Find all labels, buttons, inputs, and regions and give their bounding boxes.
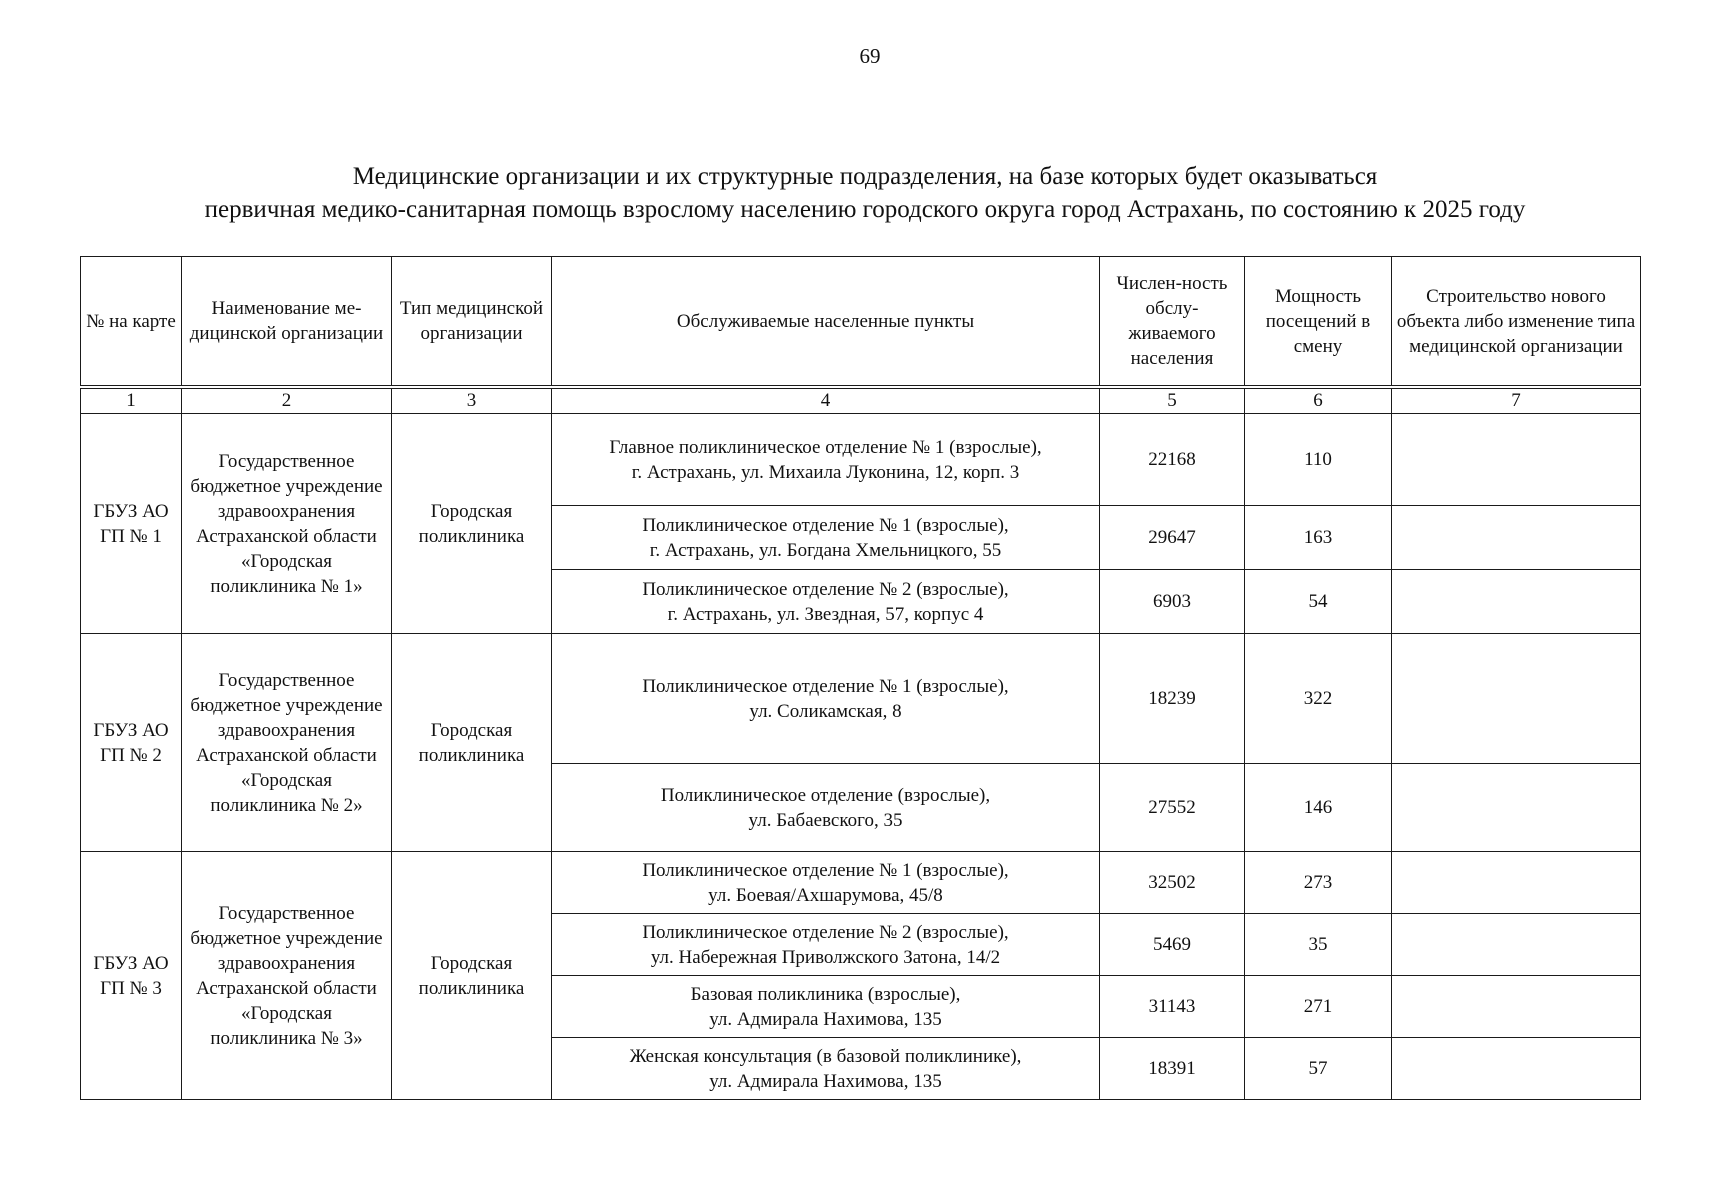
capacity-cell: 322 (1245, 634, 1392, 764)
construction-cell (1392, 976, 1641, 1038)
unit-name: Главное поликлиническое отделение № 1 (взрослые), (609, 436, 1042, 458)
population-cell: 22168 (1100, 414, 1245, 506)
organization-type-cell: Городская поликлиника (392, 634, 552, 852)
unit-address: г. Астрахань, ул. Звездная, 57, корпус 4 (667, 603, 984, 625)
organization-name-cell: Государственное бюджетное учреждение здравоохранения Астраханской области «Городская поликлиника № 2» (182, 634, 392, 852)
header-visit-capacity: Мощность посещений в смену (1245, 257, 1392, 386)
served-unit-cell (552, 414, 1100, 506)
capacity-cell: 163 (1245, 506, 1392, 570)
document-title (40, 160, 1690, 226)
unit-name: Базовая поликлиника (взрослые), (690, 983, 961, 1005)
header-served-settlements: Обслуживаемые населенные пункты (552, 257, 1100, 386)
table-row (81, 634, 1641, 764)
construction-cell (1392, 634, 1641, 764)
population-cell: 18239 (1100, 634, 1245, 764)
page-number: 69 (859, 44, 881, 68)
served-unit-cell (552, 764, 1100, 852)
map-number-cell: ГБУЗ АО ГП № 3 (81, 852, 182, 1100)
map-number-cell: ГБУЗ АО ГП № 2 (81, 634, 182, 852)
capacity-cell: 57 (1245, 1038, 1392, 1100)
served-unit-cell (552, 914, 1100, 976)
organization-type-cell: Городская поликлиника (392, 852, 552, 1100)
header-map-number: № на карте (81, 257, 182, 386)
unit-name: Поликлиническое отделение № 1 (взрослые), (642, 675, 1009, 697)
served-unit-cell (552, 570, 1100, 634)
column-number: 6 (1245, 389, 1392, 414)
organization-name-cell: Государственное бюджетное учреждение здравоохранения Астраханской области «Городская поликлиника № 3» (182, 852, 392, 1100)
title-line-1: Медицинские организации и их структурные подразделения, на базе которых будет оказываться (352, 163, 1378, 190)
unit-address: ул. Адмирала Нахимова, 135 (709, 1008, 942, 1030)
column-number: 4 (552, 389, 1100, 414)
unit-address: ул. Адмирала Нахимова, 135 (709, 1070, 942, 1092)
population-cell: 18391 (1100, 1038, 1245, 1100)
construction-cell (1392, 764, 1641, 852)
capacity-cell: 110 (1245, 414, 1392, 506)
unit-name: Поликлиническое отделение № 1 (взрослые), (642, 514, 1009, 536)
header-organization-type: Тип медицинской организации (392, 257, 552, 386)
construction-cell (1392, 1038, 1641, 1100)
table-header-row (81, 257, 1641, 386)
served-unit-cell (552, 634, 1100, 764)
served-unit-cell (552, 852, 1100, 914)
unit-name: Женская консультация (в базовой поликлинике), (629, 1045, 1022, 1067)
population-cell: 29647 (1100, 506, 1245, 570)
header-served-population: Числен-ность обслу-живаемого населения (1100, 257, 1245, 386)
column-number: 1 (81, 389, 182, 414)
unit-address: ул. Бабаевского, 35 (748, 809, 903, 831)
organizations-table (80, 256, 1641, 1100)
unit-name: Поликлиническое отделение № 1 (взрослые), (642, 859, 1009, 881)
unit-name: Поликлиническое отделение № 2 (взрослые), (642, 578, 1009, 600)
population-cell: 31143 (1100, 976, 1245, 1038)
unit-address: ул. Боевая/Ахшарумова, 45/8 (708, 884, 943, 906)
unit-address: г. Астрахань, ул. Богдана Хмельницкого, 55 (649, 539, 1002, 561)
capacity-cell: 146 (1245, 764, 1392, 852)
population-cell: 6903 (1100, 570, 1245, 634)
unit-name: Поликлиническое отделение (взрослые), (660, 784, 991, 806)
column-number: 3 (392, 389, 552, 414)
construction-cell (1392, 914, 1641, 976)
map-number-cell: ГБУЗ АО ГП № 1 (81, 414, 182, 634)
column-number: 5 (1100, 389, 1245, 414)
table-row (81, 852, 1641, 914)
capacity-cell: 273 (1245, 852, 1392, 914)
organization-name-cell: Государственное бюджетное учреждение здравоохранения Астраханской области «Городская поликлиника № 1» (182, 414, 392, 634)
unit-name: Поликлиническое отделение № 2 (взрослые), (642, 921, 1009, 943)
unit-address: ул. Соликамская, 8 (749, 700, 902, 722)
header-construction: Строительство нового объекта либо изменение типа медицинской организации (1392, 257, 1641, 386)
unit-address: г. Астрахань, ул. Михаила Луконина, 12, корп. 3 (631, 461, 1020, 483)
population-cell: 5469 (1100, 914, 1245, 976)
header-organization-name: Наименование ме-дицинской организации (182, 257, 392, 386)
organization-type-cell: Городская поликлиника (392, 414, 552, 634)
construction-cell (1392, 506, 1641, 570)
capacity-cell: 54 (1245, 570, 1392, 634)
population-cell: 32502 (1100, 852, 1245, 914)
construction-cell (1392, 852, 1641, 914)
column-number: 7 (1392, 389, 1641, 414)
served-unit-cell (552, 976, 1100, 1038)
column-number: 2 (182, 389, 392, 414)
table-row (81, 414, 1641, 506)
title-line-2: первичная медико-санитарная помощь взрослому населению городского округа город Астрахань, по состоянию к 2025 году (204, 196, 1526, 223)
served-unit-cell (552, 1038, 1100, 1100)
construction-cell (1392, 570, 1641, 634)
population-cell: 27552 (1100, 764, 1245, 852)
capacity-cell: 35 (1245, 914, 1392, 976)
unit-address: ул. Набережная Приволжского Затона, 14/2 (650, 946, 1001, 968)
column-number-row (81, 389, 1641, 414)
capacity-cell: 271 (1245, 976, 1392, 1038)
construction-cell (1392, 414, 1641, 506)
served-unit-cell (552, 506, 1100, 570)
